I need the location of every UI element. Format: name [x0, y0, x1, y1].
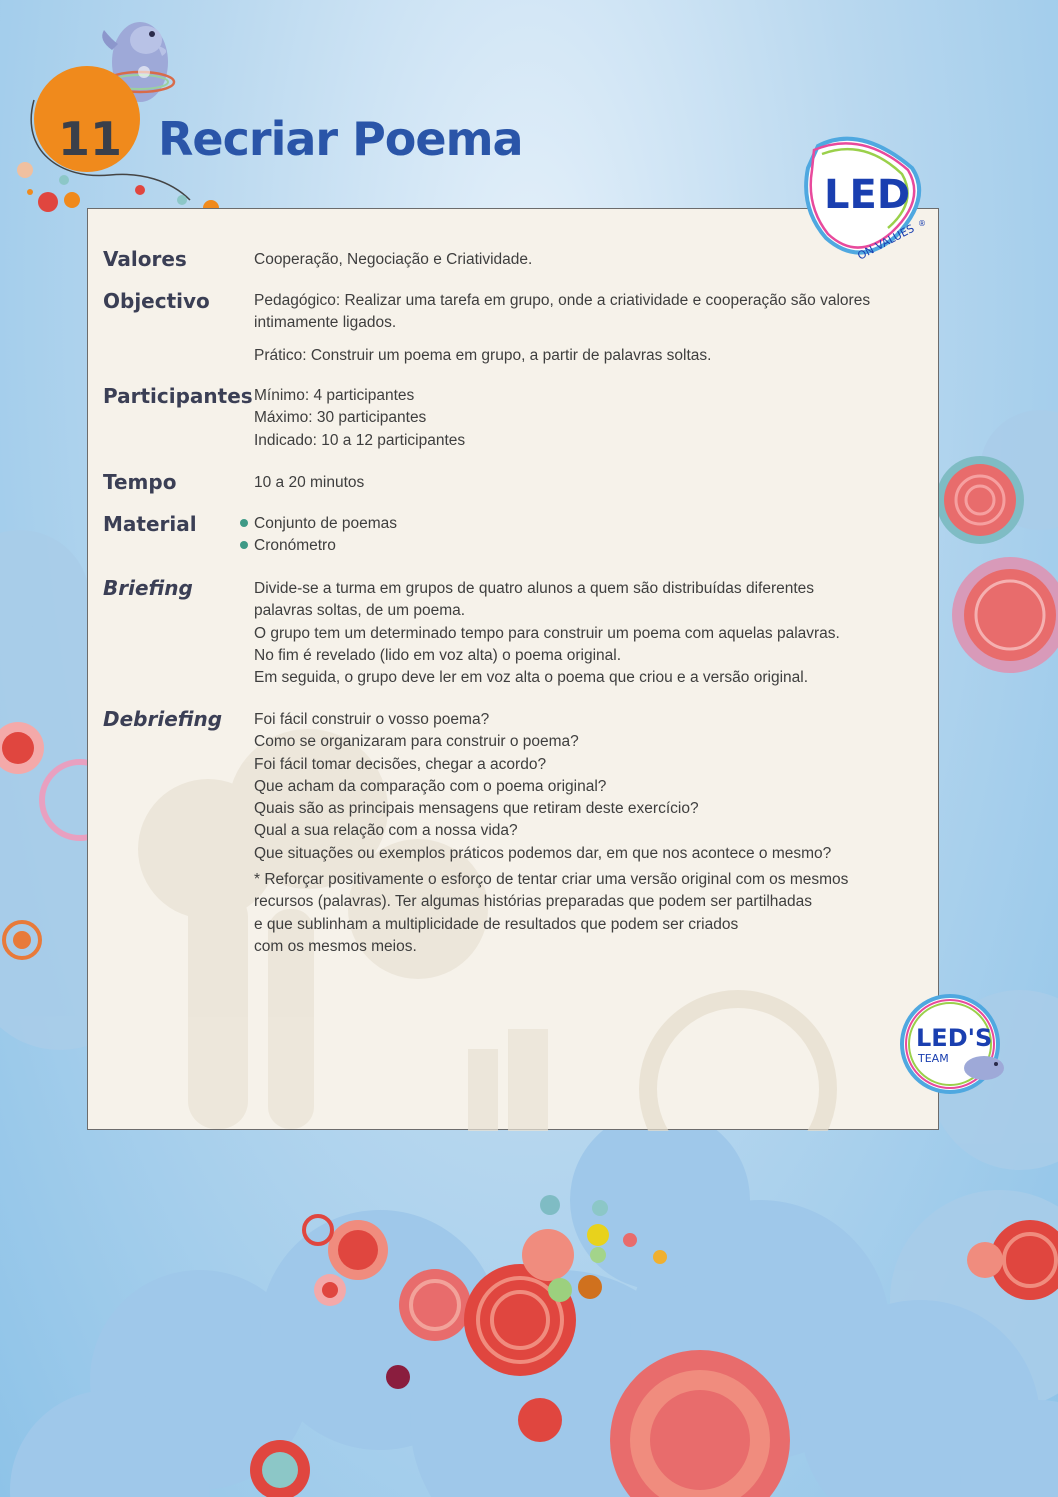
indicado-label: Indicado: [254, 431, 313, 449]
participantes-text: [254, 385, 465, 452]
debriefing-question: Foi fácil tomar decisões, chegar a acordo?: [254, 755, 547, 773]
briefing-line: No fim é revelado (lido em voz alta) o poema original.: [254, 646, 622, 664]
participantes-maximo: [254, 407, 465, 429]
briefing-line: Em seguida, o grupo deve ler em voz alta o poema que criou e a versão original.: [254, 669, 809, 687]
page-title: Recriar Poema: [158, 112, 523, 166]
maximo-label: Máximo: [254, 409, 309, 427]
debriefing-question: Quais são as principais mensagens que retiram deste exercício?: [254, 800, 699, 818]
debriefing-question: Que acham da comparação com o poema original?: [254, 777, 607, 795]
objectivo-pratico: [254, 345, 870, 367]
objectivo-pedagogico: [254, 290, 870, 312]
debriefing-note: com os mesmos meios.: [254, 937, 417, 955]
label-participantes: Participantes: [103, 384, 253, 408]
participantes-minimo: [254, 385, 465, 407]
debriefing-note: * Reforçar positivamente o esforço de tentar criar uma versão original com os mesmos: [254, 871, 849, 889]
label-debriefing: Debriefing: [103, 707, 223, 731]
valores-value: Cooperação, Negociação e Criatividade.: [254, 251, 533, 268]
debriefing-question: Foi fácil construir o vosso poema?: [254, 711, 490, 728]
pratico-text: : Construir um poema em grupo, a partir de palavras soltas.: [302, 346, 712, 364]
indicado-value: : 10 a 12 participantes: [312, 431, 466, 449]
led-logo-text: LED: [824, 172, 911, 218]
team-logo-text: LED'S: [916, 1024, 993, 1052]
team-logo-subtext: TEAM: [918, 1052, 949, 1065]
leds-team-logo: [898, 994, 1014, 1096]
valores-text: [254, 249, 532, 271]
activity-card: [87, 208, 939, 1130]
debriefing-question: Qual a sua relação com a nossa vida?: [254, 822, 518, 840]
tempo-text: [254, 472, 364, 494]
led-logo-mark: ®: [918, 219, 926, 228]
debriefing-note: e que sublinham a multiplicidade de resultados que podem ser criados: [254, 915, 739, 933]
maximo-value: : 30 participantes: [308, 409, 427, 427]
debriefing-question: Que situações ou exemplos práticos podemos dar, em que nos acontece o mesmo?: [254, 844, 832, 862]
pedagogico-text: : Realizar uma tarefa em grupo, onde a criatividade e cooperação são valores: [335, 292, 871, 309]
label-tempo: Tempo: [103, 470, 177, 494]
briefing-line: O grupo tem um determinado tempo para construir um poema com aquelas palavras.: [254, 624, 840, 642]
objectivo-text: [254, 290, 870, 367]
participantes-indicado: [254, 430, 465, 452]
pedagogico-text-cont: intimamente ligados.: [254, 314, 397, 332]
led-on-values-logo: [800, 128, 934, 268]
label-briefing: Briefing: [103, 576, 193, 600]
material-item: Cronómetro: [254, 535, 397, 557]
debriefing-note: recursos (palavras). Ter algumas histórias preparadas que podem ser partilhadas: [254, 893, 812, 911]
material-list: [254, 513, 397, 558]
debriefing-question: Como se organizaram para construir o poema?: [254, 733, 579, 751]
briefing-text: [254, 578, 840, 689]
debriefing-text: [254, 709, 848, 958]
label-objectivo: Objectivo: [103, 289, 210, 313]
pratico-label: Prático: [254, 346, 303, 364]
label-valores: Valores: [103, 247, 187, 271]
pedagogico-label: Pedagógico: [254, 292, 336, 309]
minimo-value: : 4 participantes: [304, 387, 415, 404]
material-item: Conjunto de poemas: [254, 513, 397, 535]
led-logo-subtext: ON VALUES: [855, 221, 917, 263]
tempo-value: 10 a 20 minutos: [254, 474, 365, 491]
briefing-line: Divide-se a turma em grupos de quatro alunos a quem são distribuídas diferentes: [254, 580, 815, 597]
activity-number: 11: [58, 112, 123, 166]
minimo-label: Mínimo: [254, 387, 305, 404]
briefing-line: palavras soltas, de um poema.: [254, 602, 466, 620]
label-material: Material: [103, 512, 197, 536]
